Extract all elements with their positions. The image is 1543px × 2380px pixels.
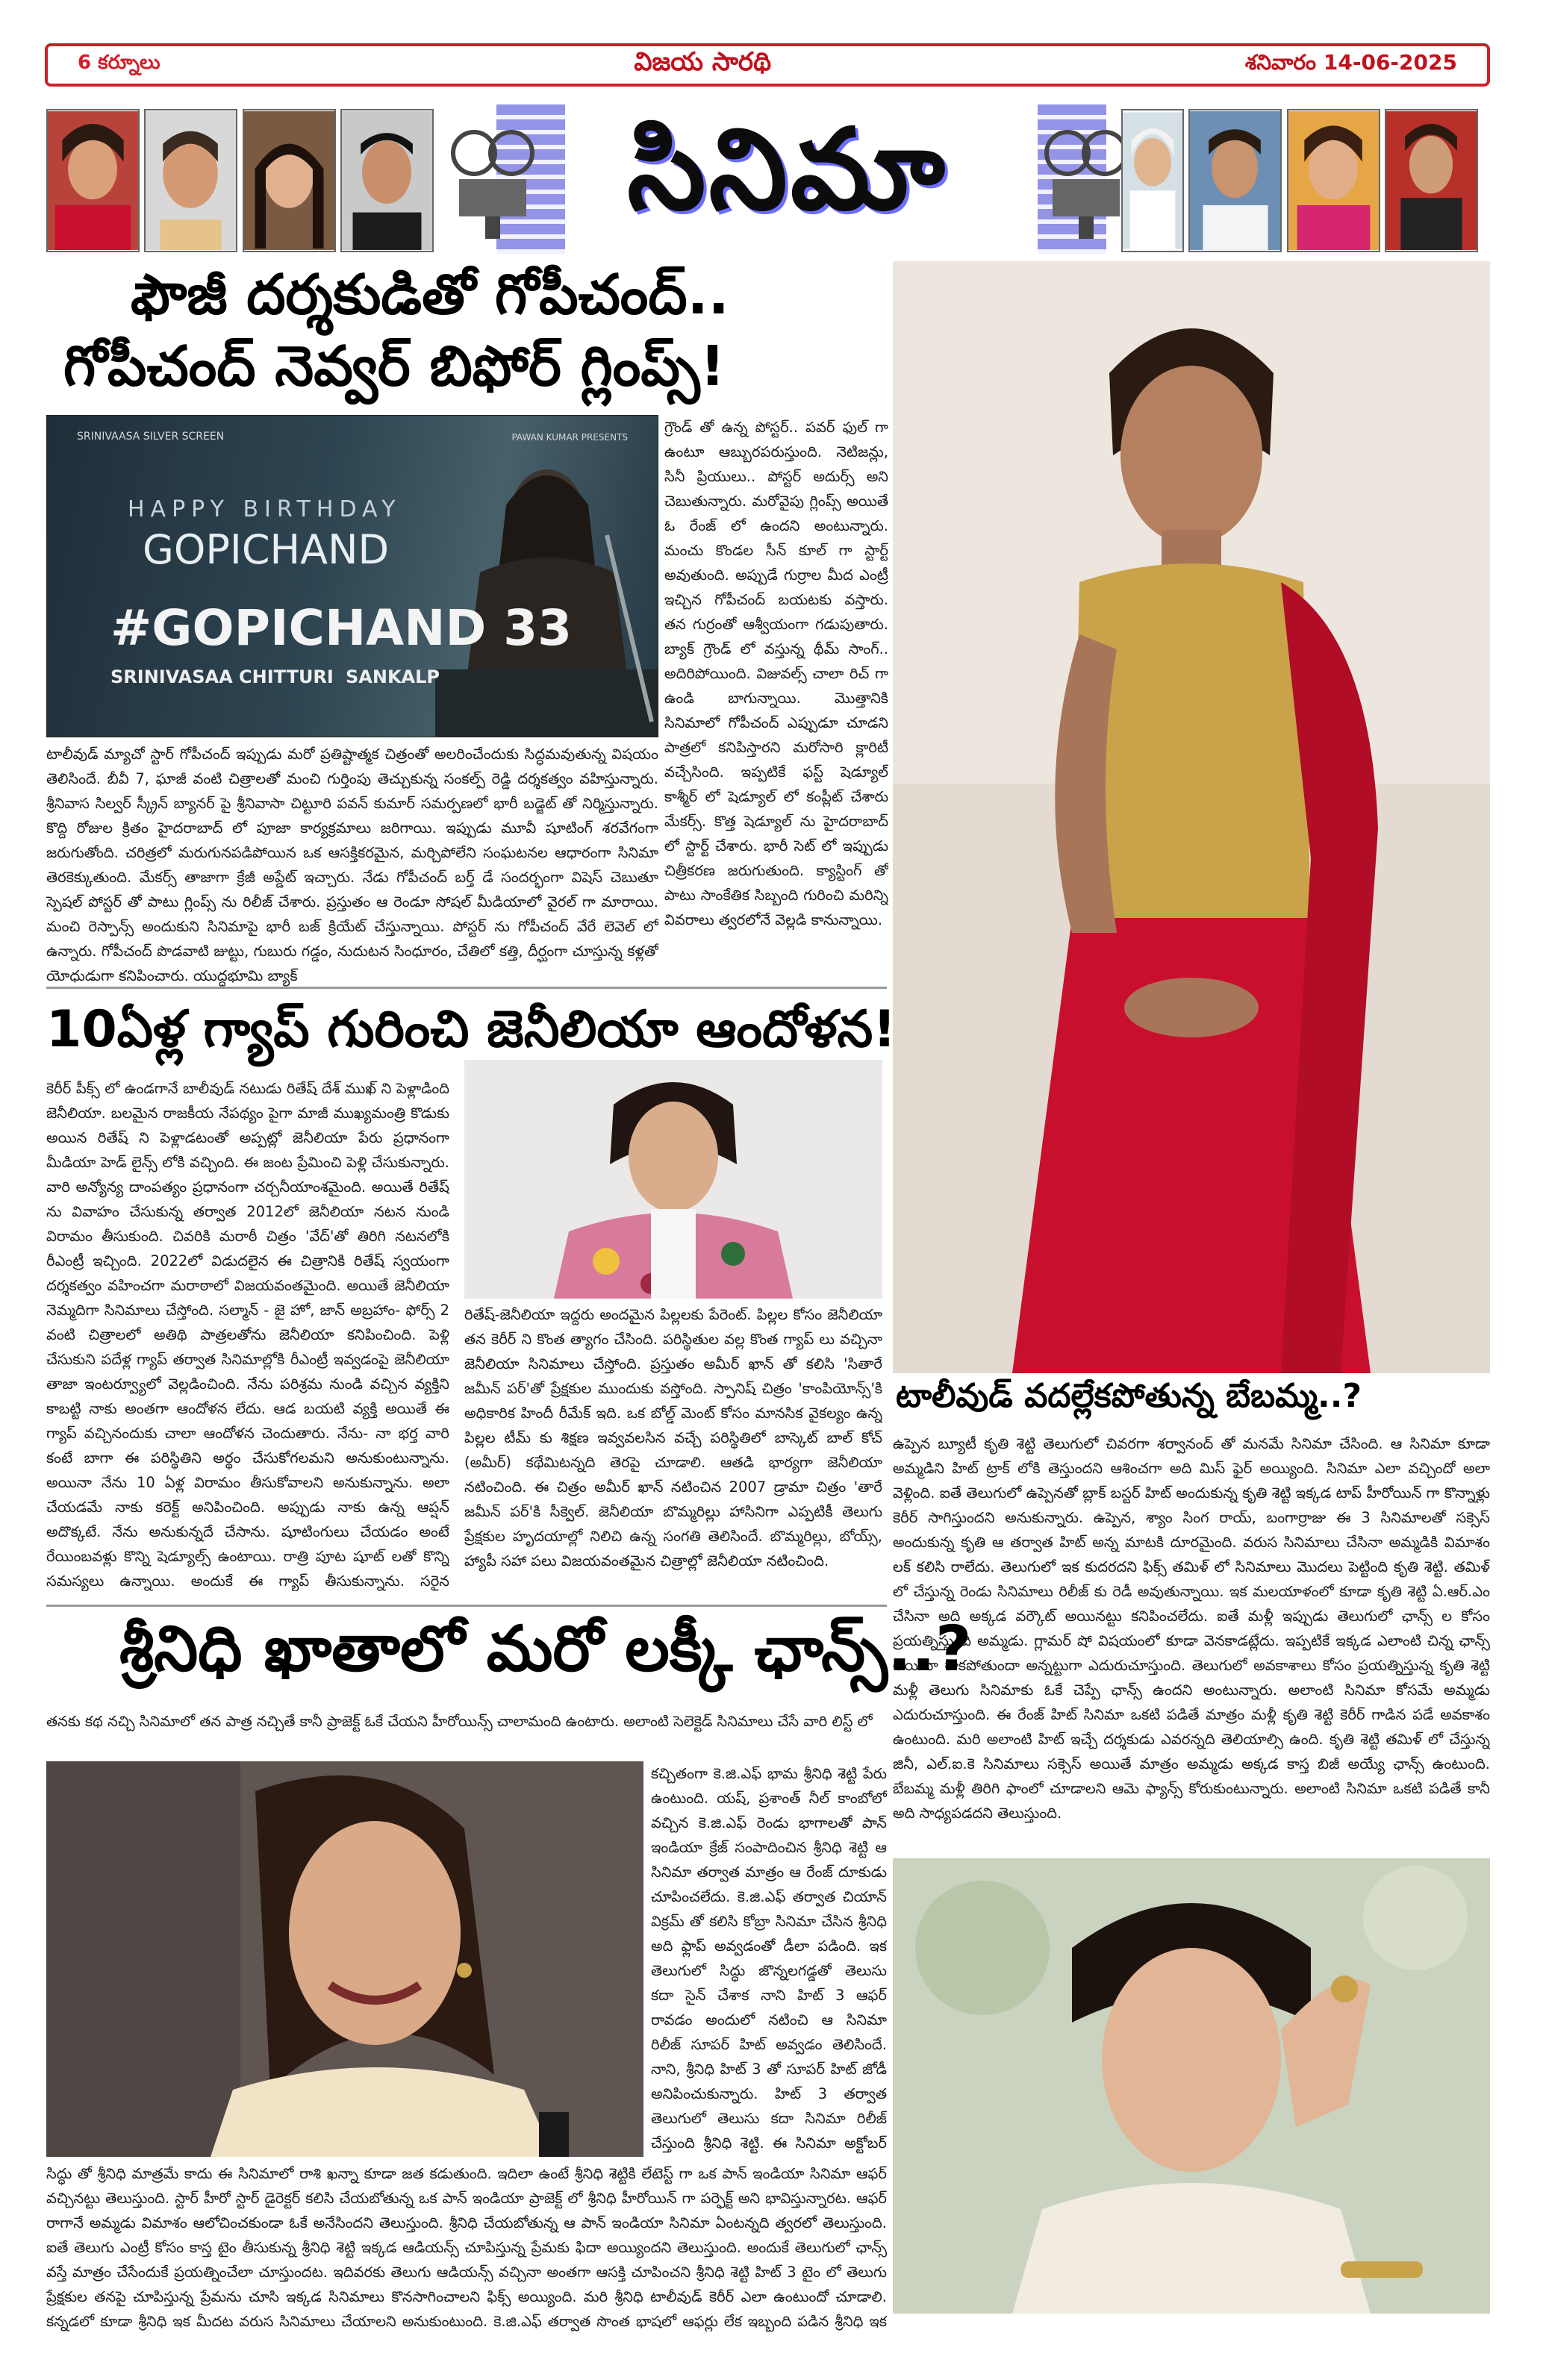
masthead-photo-1 — [46, 109, 140, 252]
story1-headline-line2: గోపీచంద్ నెవ్వర్ బిఫోర్ గ్లింప్స్! — [63, 334, 726, 399]
film-projector-icon — [448, 127, 537, 239]
actor-portrait-icon — [1190, 110, 1280, 251]
page-label: 6 కర్నూలు — [78, 51, 160, 74]
actress-red-saree-figure — [893, 261, 1490, 1373]
actress-portrait-icon — [1288, 110, 1379, 251]
krithi-photo — [893, 1858, 1490, 2314]
story2-body: కెరీర్ పీక్స్ లో ఉండగానే బాలీవుడ్ నటుడు రితేష్ దేశ్ ముఖ్ ని పెళ్లాడింది జెనీలియా. బలమైన రాజకీయ నేపథ్యం పైగా మాజీ ముఖ్యమంత్రి కొడుకు అయిన రితేష్ ని పెళ్లాడటంతో అప్పట్లో జెనీలియా పేరు ప్రధానంగా మీడియా హెడ్ లైన్స్ లోకి వచ్చింది. ఈ జంట ప్రేమించి పెళ్లి చేసుకున్నారు. వారి అన్యోన్య దాంపత్యం ప్రధానంగా చర్చనీయాంశమైంది. అయితే రితేష్ ను వివాహం చేసుకున్న తర్వాత 2012లో జెనీలియా నటన నుండి విరామం తీసుకుంది. చివరికి మరాఠీ చిత్రం 'వేద్'తో తిరిగి నటనలోకి రీఎంట్రీ ఇచ్చింది. 2022లో విడుదలైన ఈ చిత్రానికి రితేష్ స్వయంగా దర్శకత్వం వహించగా మరాఠాలో విజయవంతమైంది. అయితే జెనీలియా నెమ్మదిగా సినిమాలు చేస్తోంది. సల్మాన్ - జై హో, జాన్ అబ్రహాం- ఫోర్స్ 2 వంటి చిత్రాలలో అతిథి పాత్రలతోను జెనీలియా కనిపించింది. పెళ్లి చేసుకుని పదేళ్ల గ్యాప్ తర్వాత సినిమాల్లోకి రీఎంట్రీ ఇవ్వడంపై జెనీలియా తాజా ఇంటర్వ్యూలో వెల్లడించింది. నేను పరిశ్రమ నుండి వచ్చిన వ్యక్తిని కాబట్టి నాకు అంతగా ఆందోళన లేదు. ఆడ బయటి వ్యక్తి అయితే ఈ గ్యాప్ వచ్చినందుకు చాలా ఆందోళన చెందుతారు. నేను- నా భర్త వారి కంటే బాగా ఈ పరిస్థితిని అర్థం చేసుకోగలమని అనుకుంటున్నాను. అయినా నేను 10 ఏళ్ల విరామం తీసుకోవాలని అనుకున్నాను. అలా చేయడమే నాకు కరెక్ట్ అనిపించింది. అప్పుడు నాకు ఉన్న ఆప్షన్ అదొక్కటే. నేను అనుకున్నదే చేసాను. షూటింగులు చేయడం అంటే రేయింబవళ్లు కొన్ని షెడ్యూల్స్ ఉంటాయి. రాత్రి పూట షూట్ లతో కొన్ని సమస్యలు ఉన్నాయి. అందుకే ఈ గ్యాప్ తీసుకున్నాను. సరైన — [46, 1080, 449, 1590]
poster-credit-left: SRINIVASAA CHITTURI — [110, 666, 334, 687]
story2-headline: 10ఏళ్ల గ్యాప్ గురించి జెనీలియా ఆందోళన! — [46, 1000, 897, 1059]
poster-brand-left: SRINIVAASA SILVER SCREEN — [77, 431, 225, 443]
story4-body-bottom: సిద్ధు తో శ్రీనిధి మాత్రమే కాదు ఈ సినిమాలో రాశి ఖన్నా కూడా జత కడుతుంది. ఇదిలా ఉంటే శ్రీనిధి శెట్టికి లేటెస్ట్ గా ఒక పాన్ ఇండియా సినిమా ఆఫర్ వచ్చినట్టు తెలుస్తుంది. స్టార్ హీరో స్టార్ డైరెక్టర్ కలిసి చేయబోతున్న ఒక పాన్ ఇండియా ప్రాజెక్ట్ లో శ్రీనిధి హీరోయిన్ గా పర్ఫెక్ట్ అని భావిస్తున్నారట. ఆఫర్ రాగానే అమ్మడు విమాశం ఆలోచించకుండా ఓకే అనేసిందని తెలుస్తుంది. శ్రీనిధి చేయబోతున్న ఆ పాన్ ఇండియా సినిమా ఏంటన్నది త్వరలో తెలుస్తుంది. ఐతే తెలుగు ఎంట్రీ కోసం కాస్త టైం తీసుకున్న శ్రీనిధి శెట్టి ఇక్కడ ఆడియన్స్ చూపిస్తున్న ప్రేమకు ఫిదా అయ్యిందని తెలుస్తుంది. అందుకే తెలుగులో ఛాన్స్ వస్తే మాత్రం చేసేందుకే ప్రయత్నించేలా చూస్తుందట. ఇదివరకు తెలుగు ఆడియన్స్ వచ్చినా అంతగా ఆసక్తి చూపించని శ్రీనిధి శెట్టి హిట్ 3 టైం లో తెలుగు ప్రేక్షకుల తనపై చూపిస్తున్న ప్రేమను చూసి ఇక్కడ సినిమాలు కొనసాగించాలని ఫిక్స్ అయ్యింది. మరి శ్రీనిధి టాలీవుడ్ కెరీర్ ఎలా ఉంటుందో చూడాలి. కన్నడలో కూడా శ్రీనిధి ఇక మీదట వరుస సినిమాలు చేయాలని అనుకుంటుంది. కె.జి.ఎఫ్ తర్వాత సొంత భాషలో ఆఫర్లు లేక ఇబ్బంది పడిన శ్రీనిధి ఇక — [46, 2165, 887, 2330]
genelia-figure — [464, 1060, 882, 1299]
story4-headline: శ్రీనిధి ఖాతాలో మరో లక్కీ ఛాన్స్..? — [119, 1612, 972, 1685]
genelia-photo — [464, 1060, 882, 1299]
page-header-bar — [45, 43, 1490, 87]
section-title: సినిమా — [627, 103, 948, 235]
masthead-photo-3 — [243, 109, 336, 252]
story3-headline: టాలీవుడ్ వదల్లేకపోతున్న బేబమ్మ..? — [896, 1377, 1362, 1415]
poster-credit-right: SANKALP — [346, 666, 440, 687]
story3-body: ఉప్పెన బ్యూటీ కృతి శెట్టి తెలుగులో చివరగా శర్వానంద్ తో మనమే సినిమా చేసింది. ఆ సినిమా కూడా అమ్మడిని హిట్ ట్రాక్ లోకి తెస్తుందని ఆశించగా అది మిస్ ఫైర్ అయ్యింది. సినిమా ఎలా వచ్చిందో అలా వెళ్లింది. ఐతే తెలుగులో ఉప్పెనతో బ్లాక్ బస్టర్ హిట్ అందుకున్న కృతి శెట్టి ఇక్కడ టాప్ హీరోయిన్ గా కొన్నాళ్లు కెరీర్ సాగిస్తుందని అనుకున్నారు. ఉప్పెన, శ్యాం సింగ రాయ్, బంగార్రాజు ఈ 3 సినిమాలతో సక్సెస్ అందుకున్న కృతి ఆ తర్వాత హిట్ అన్న మాటకి దూరమైంది. వరుస సినిమాలు చేసినా అమ్మడికి విమాశం లక్ కలిసి రాలేదు. తెలుగులో ఇక కుదరదని ఫిక్స్ తమిళ్ లో సినిమాలు మొదలు పెట్టింది కృతి శెట్టి. తమిళ్ లో చేస్తున్న రెండు సినిమాలు రిలీజ్ కు రెడీ అవుతున్నాయి. ఇక మలయాళంలో కూడా కృతి శెట్టి ఏ.ఆర్.ఎం చేసినా అది అక్కడ వర్కౌట్ అయినట్టు కనిపించలేదు. ఐతే మళ్లీ ఇప్పుడు తెలుగులో ఛాన్స్ ల కోసం ప్రయత్నిస్తుంది అమ్మడు. గ్లామర్ షో విషయంలో కూడా వెనకాడట్లేదు. ఇప్పటికే ఇక్కడ ఎలాంటి చిన్న ఛాన్స్ అయినా రాకపోతుందా అన్నట్టుగా ఎదురుచూస్తుంది. తెలుగులో అవకాశాలు కోసం ప్రయత్నిస్తున్న కృతి శెట్టి మళ్లీ తెలుగు సినిమాకు ఓకే చెప్పే ఛాన్స్ ఉందని అంటున్నారు. అలాంటి సినిమా కోసమే అమ్మడు ఎదురుచూస్తుంది. ఈ రేంజ్ హిట్ సినిమా ఒకటి పడితే మాత్రం మళ్లీ కృతి శెట్టి కెరీర్ గాడిన పడే అవకాశం ఉంటుంది. మరి అలాంటి హిట్ ఇచ్చే దర్శకుడు ఎవరన్నది తెలియాల్సి ఉంది. కృతి శెట్టి తమిళ్ లో చేస్తున్న జినీ, ఎల్.ఐ.కె సినిమాలు సక్సెస్ అయితే మాత్రం అమ్మడు అక్కడ కాస్త బిజీ అయ్యే ఛాన్స్ ఉంటుంది. బేబమ్మ మళ్లీ తిరిగి ఫాంలో చూడాలని ఆమె ఫ్యాన్స్ కోరుకుంటున్నారు. అలాంటి సినిమా ఒకటి పడితే కానీ అది సాధ్యపడదని తెలుస్తుంది. — [893, 1435, 1490, 1822]
paper-name: విజయ సారథి — [634, 47, 772, 77]
masthead-photo-7 — [1287, 109, 1380, 252]
warrior-figure-icon — [435, 446, 658, 737]
srinidhi-photo — [46, 1761, 643, 2157]
actress-red-saree-photo — [893, 261, 1490, 1373]
story-divider — [46, 1605, 887, 1607]
masthead-photo-4 — [340, 109, 434, 252]
story1-body-col2: గ్రౌండ్ తో ఉన్న పోస్టర్.. పవర్ ఫుల్ గా ఉంటూ ఆబ్బురపరుస్తుంది. నెటిజన్లు, సినీ ప్రియులు.. పోస్టర్ అదుర్స్ అని చెబుతున్నారు. మరోవైపు గ్లింప్స్ అయితే ఓ రేంజ్ లో ఉందని అంటున్నారు. మంచు కొండల సీన్ కూల్ గా స్టార్ట్ అవుతుంది. అప్పుడే గుర్రాల మీద ఎంట్రీ ఇచ్చిన గోపీచంద్ బయటకు వస్తారు. తన గుర్రంతో ఆశ్వీయంగా గడుపుతారు. బ్యాక్ గ్రౌండ్ లో వస్తున్న థీమ్ సాంగ్.. అదిరిపోయింది. విజువల్స్ చాలా రిచ్ గా ఉండి బాగున్నాయి. మొత్తానికి సినిమాలో గోపీచంద్ ఎప్పుడూ చూడని పాత్రలో కనిపిస్తారని మరోసారి క్లారిటీ వచ్చేసింది. ఇప్పటికే ఫస్ట్ షెడ్యూల్ కాశ్మీర్ లో షెడ్యూల్ లో కంప్లీట్ చేశారు మేకర్స్. కొత్త షెడ్యూల్ ను హైదరాబాద్ లో స్టార్ట్ చేశారు. భారీ సెట్ లో ఇప్పుడు చిత్రీకరణ జరుగుతుంది. క్యాస్టింగ్ తో పాటు సాంకేతిక సిబ్బంది గురించి మరిన్ని వివరాలు త్వరలోనే వెల్లడి కానున్నాయి. — [664, 419, 888, 928]
actor-portrait-icon — [146, 110, 236, 251]
story4-body-col: కచ్చితంగా కె.జి.ఎఫ్ భామ శ్రీనిధి శెట్టి పేరు ఉంటుంది. యష్, ప్రశాంత్ నీల్ కాంబోలో వచ్చిన కె.జి.ఎఫ్ రెండు భాగాలతో పాన్ ఇండియా క్రేజ్ సంపాదించిన శ్రీనిధి శెట్టి ఆ సినిమా తర్వాత మాత్రం ఆ రేంజ్ దూకుడు చూపించలేదు. కె.జి.ఎఫ్ తర్వాత చియాన్ విక్రమ్ తో కలిసి కోబ్రా సినిమా చేసిన శ్రీనిధి అది ఫ్లాప్ అవ్వడంతో డీలా పడింది. ఇక తెలుగులో సిద్ధు జొన్నలగడ్డతో తెలుసు కదా సైన్ చేశాక నాని హిట్ 3 ఆఫర్ రావడం అందులో నటించి ఆ సినిమా రిలీజ్ సూపర్ హిట్ అవ్వడం తెలిసిందే. నాని, శ్రీనిధి హిట్ 3 తో సూపర్ హిట్ జోడీ అనిపించుకున్నారు. హిట్ 3 తర్వాత తెలుగులో తెలుసు కదా సినిమా రిలీజ్ చేస్తుంది శ్రీనిధి శెట్టి. ఈ సినిమా అక్టోబర్ — [651, 1765, 887, 2152]
masthead-photo-8 — [1385, 109, 1478, 252]
actress-portrait-icon — [1123, 110, 1182, 251]
story-divider — [46, 987, 887, 989]
actress-portrait-icon — [244, 110, 334, 251]
masthead-photo-6 — [1188, 109, 1282, 252]
actor-portrait-icon — [1386, 110, 1477, 251]
poster-hashtag: #GOPICHAND 33 — [110, 599, 573, 657]
actress-portrait-icon — [48, 110, 138, 251]
krithi-figure — [893, 1858, 1490, 2314]
story1-body: టాలీవుడ్ మ్యాచో స్టార్ గోపీచంద్ ఇప్పుడు మరో ప్రతిష్టాత్మక చిత్రంతో అలరించేందుకు సిద్ధమవుతున్న విషయం తెలిసిందే. బీవీ 7, ఘాజీ వంటి చిత్రాలతో మంచి గుర్తింపు తెచ్చుకున్న సంకల్ప్ రెడ్డి దర్శకత్వం వహిస్తున్నారు. శ్రీనివాస సిల్వర్ స్క్రీన్ బ్యానర్ పై శ్రీనివాసా చిట్టూరి పవన్ కుమార్ సమర్పణలో భారీ బడ్జెట్ తో నిర్మిస్తున్నారు. కొద్ది రోజుల క్రితం హైదరాబాద్ లో పూజా కార్యక్రమాలు జరిగాయి. ఇప్పుడు మూవీ షూటింగ్ శరవేగంగా జరుగుతోంది. చరిత్రలో మరుగునపడిపోయిన ఒక ఆసక్తికరమైన, మర్చిపోలేని సంఘటనల ఆధారంగా సినిమా తెరకెక్కుతుంది. మేకర్స్ తాజాగా క్రేజీ అప్డేట్ ఇచ్చారు. నేడు గోపీచంద్ బర్త్ డే సందర్భంగా విషెస్ చెబుతూ స్పెషల్ పోస్టర్ తో పాటు గ్లింప్స్ ను రిలీజ్ చేశారు. ప్రస్తుతం ఆ రెండూ సోషల్ మీడియాలో వైరల్ గా మారాయి. మంచి రెస్పాన్స్ అందుకుని సినిమాపై భారీ బజ్ క్రియేట్ చేస్తున్నాయి. పోస్టర్ ను గోపీచంద్ వేరే లెవెల్ లో ఉన్నారు. గోపీచంద్ పొడవాటి జుట్టు, గుబురు గడ్డం, నుదుటన సింధూరం, చేతిలో కత్తి, దీర్ఘంగా చూస్తున్న కళ్లతో యోధుడుగా కనిపించారు. యుద్ధభూమి బ్యాక్ — [46, 746, 658, 984]
masthead-photo-2 — [144, 109, 237, 252]
story2-body-col2: రితేష్-జెనీలియా ఇద్దరు అందమైన పిల్లలకు పేరెంట్. పిల్లల కోసం జెనీలియా తన కెరీర్ ని కొంత త్యాగం చేసింది. పరిస్థితుల వల్ల కొంత గ్యాప్ లు వచ్చినా జెనీలియా సినిమాలు చేస్తోంది. ప్రస్తుతం అమీర్ ఖాన్ తో కలిసి 'సితారే జమీన్ పర్'తో ప్రేక్షకుల ముందుకు వస్తోంది. స్పానిష్ చిత్రం 'కాంపియోన్స్'కి అధికారిక హిందీ రీమేక్ ఇది. ఒక బోల్డ్ మెంట్ కోసం మానసిక వైకల్యం ఉన్న పిల్లల టీమ్ కు శిక్షణ ఇవ్వవలసిన వచ్చే పరిస్థితిలో బాస్కెట్ బాల్ కోచ్ (అమీర్) కథేమిటన్నది తెరపై చూడాలి. ఆతడి భార్యగా జెనీలియా నటించింది. ఈ చిత్రం అమీర్ ఖాన్ నటించిన 2007 డ్రామా చిత్రం 'తారే జమీన్ పర్'కి సీక్వెల్. జెనీలియా బొమ్మరిల్లు హాసినిగా ఎప్పటికీ తెలుగు ప్రేక్షకుల హృదయాల్లో నిలిచి ఉన్న సంగతి తెలిసిందే. బొమ్మరిల్లు, బోయ్స్, హ్యాపీ సహా పలు విజయవంతమైన చిత్రాల్లో జెనీలియా నటించింది. — [464, 1306, 882, 1570]
srinidhi-figure — [46, 1761, 643, 2157]
poster-brand-right: PAWAN KUMAR PRESENTS — [511, 432, 628, 443]
masthead-photo-5 — [1121, 109, 1184, 252]
story4-intro: తనకు కథ నచ్చి సినిమాలో తన పాత్ర నచ్చితే కానీ ప్రాజెక్ట్ ఓకే చేయని హీరోయిన్స్ చాలామంది ఉంటారు. అలాంటి సెలెక్టెడ్ సినిమాలు చేసే వారి లిస్ట్ లో — [46, 1713, 873, 1730]
film-projector-icon — [1041, 127, 1131, 239]
story1-headline-line1: ఫౌజీ దర్శకుడితో గోపీచంద్.. — [131, 263, 729, 327]
poster-greeting: HAPPY BIRTHDAY — [128, 496, 402, 522]
issue-date: శనివారం 14-06-2025 — [1244, 50, 1457, 75]
poster-name: GOPICHAND — [143, 526, 390, 573]
gopichand-poster — [46, 415, 658, 737]
actor-portrait-icon — [342, 110, 432, 251]
